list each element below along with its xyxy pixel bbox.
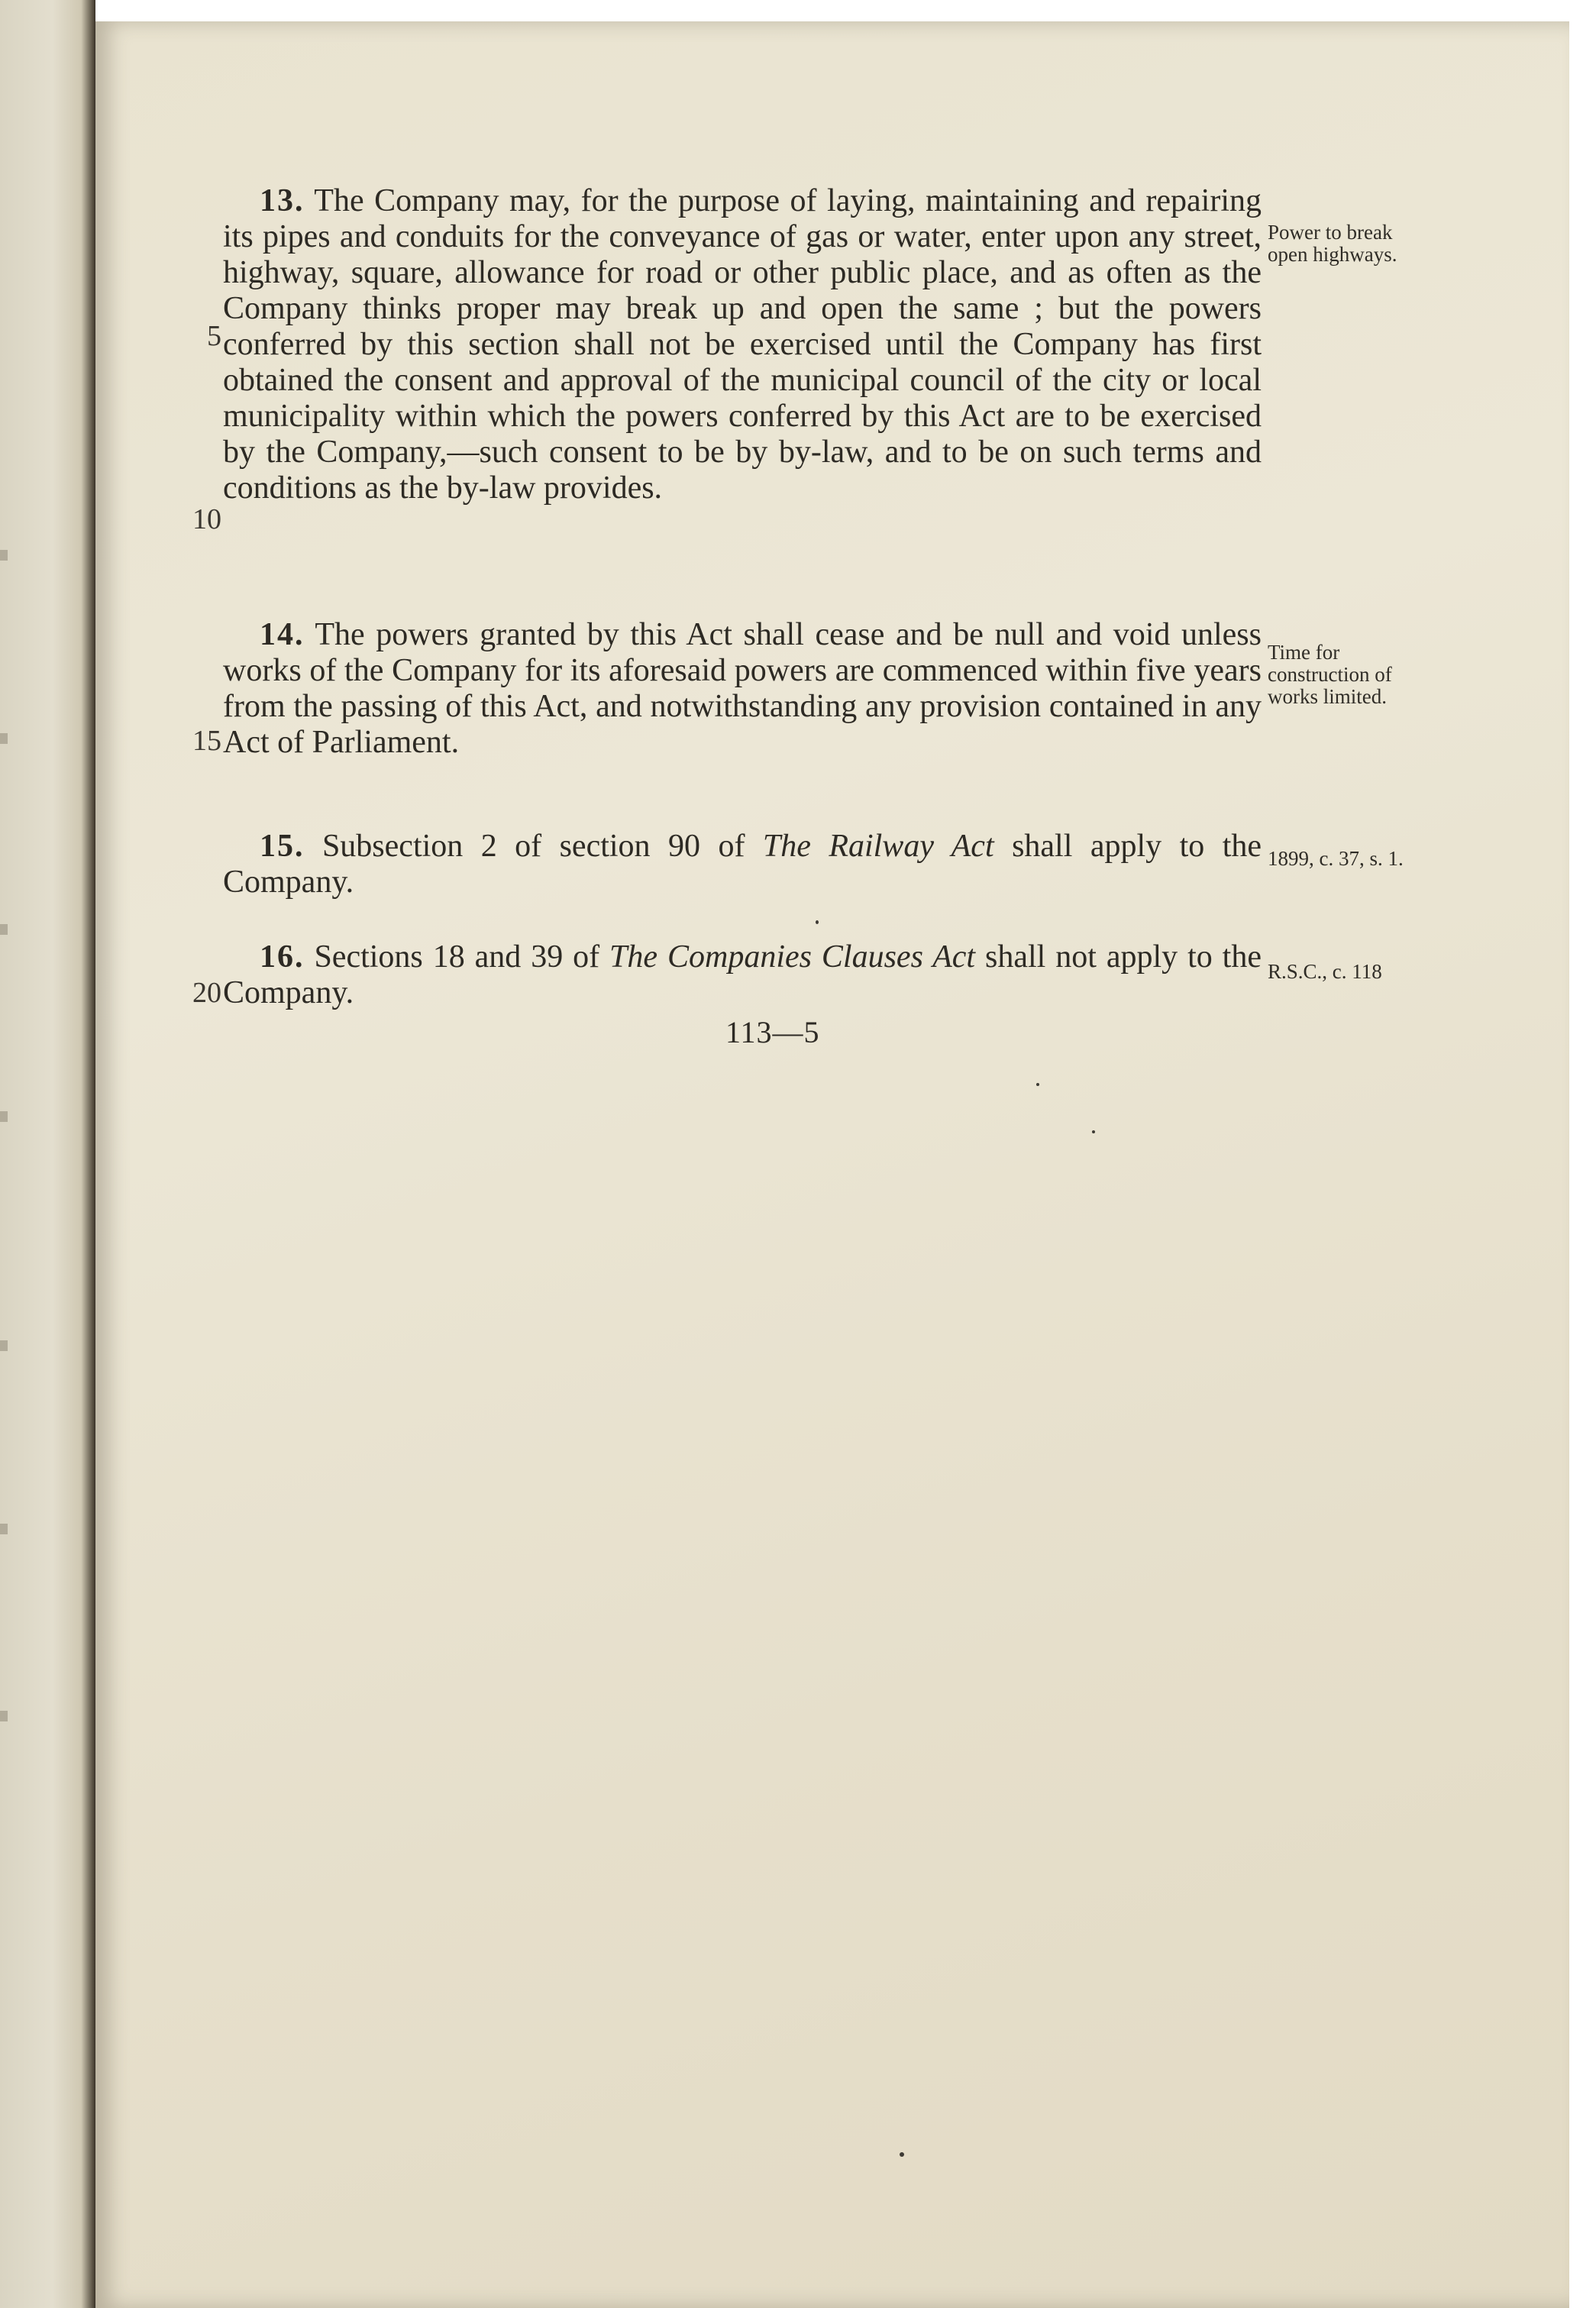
paper-speck [1036, 1083, 1039, 1086]
section-13 [223, 183, 1262, 506]
paper-speck [1092, 1130, 1095, 1133]
section-number: 14. [260, 617, 305, 652]
binding-mark [0, 1340, 8, 1351]
margin-note-15: 1899, c. 37, s. 1. [1268, 847, 1404, 870]
binding-mark [0, 550, 8, 561]
previous-page-edge [0, 0, 95, 2308]
section-15 [223, 829, 1262, 900]
binding-mark [0, 1524, 8, 1534]
binding-mark [0, 1711, 8, 1721]
line-number: 20 [192, 977, 221, 1009]
line-number: 10 [192, 503, 221, 535]
section-16 [223, 939, 1262, 1011]
section-text: Sections 18 and 39 of [314, 939, 610, 975]
binding-mark [0, 924, 8, 935]
section-number: 16. [260, 939, 305, 975]
line-number: 15 [192, 725, 221, 757]
scan-margin [95, 0, 1596, 21]
section-text: Subsection 2 of section 90 of [321, 829, 763, 864]
section-text: shall not apply to the Company. [223, 939, 1262, 1010]
paper-speck [900, 2152, 904, 2157]
section-text: The powers granted by this Act shall cease and be null and void unless works of the Company for its aforesaid powers are commenced within five years from the passing of this Act, and notwithstanding any provision contained in any Act of Parliament. [223, 617, 1262, 760]
section-number: 13. [260, 183, 305, 218]
page-footer: 113—5 [725, 1015, 820, 1049]
binding-mark [0, 1111, 8, 1122]
binding-mark [0, 733, 8, 744]
act-title: The Railway Act [762, 829, 994, 864]
act-title: The Companies Clauses Act [609, 939, 976, 975]
section-text: The Company may, for the purpose of laying, maintaining and repairing its pipes and conduits for the conveyance of gas or water, enter upon any street, highway, square, allowance for road or other public place, and as often as the Company thinks proper may break up and open the same ; but the powers conferred by this section shall not be exercised until the Company has first obtained the consent and approval of the municipal council of the city or local municipality within which the powers conferred by this Act are to be exercised by the Company,—such consent to be by by-law, and to be on such terms and conditions as the by-law provides. [223, 183, 1262, 506]
section-number: 15. [260, 829, 305, 864]
margin-note-14: Time for construction of works limited. [1268, 641, 1392, 708]
line-number: 5 [207, 320, 221, 352]
margin-note-13: Power to break open highways. [1268, 221, 1397, 266]
section-14 [223, 617, 1262, 761]
margin-note-16: R.S.C., c. 118 [1268, 960, 1382, 983]
section-text: shall apply to the Company. [223, 829, 1262, 900]
paper-speck [816, 920, 819, 924]
